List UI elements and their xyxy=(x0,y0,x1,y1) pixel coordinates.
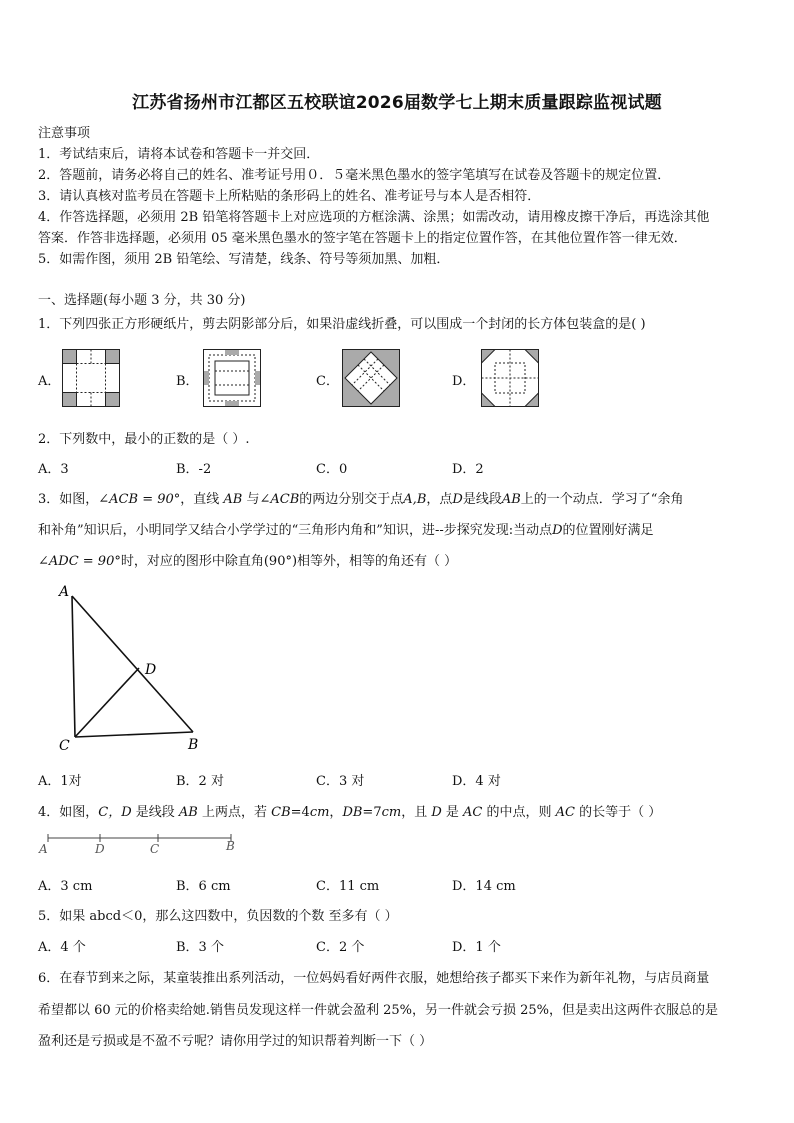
q3-option-c: C．3 对 xyxy=(316,774,365,789)
question-5-stem: 5．如果 abcd＜0，那么这四数中，负因数的个数 至多有（ ） xyxy=(38,909,398,924)
question-3-line-1: 3．如图，∠ACB = 90°，直线 AB 与∠ACB的两边分别交于点A,B，点D是线段AB上的一个动点．学习了“余角 xyxy=(38,492,684,507)
notice-item-3: 3．请认真核对监考员在答题卡上所粘贴的条形码上的姓名、准考证号与本人是否相符． xyxy=(38,189,541,204)
q4-segment-figure xyxy=(36,828,241,858)
q4-label-b: B xyxy=(226,839,235,853)
question-6-line-1: 6．在春节到来之际，某童装推出系列活动，一位妈妈看好两件衣服，她想给孩子都买下来作为新年礼物，与店员商量 xyxy=(38,971,710,986)
question-1-stem: 1．下列四张正方形硬纸片，剪去阴影部分后，如果沿虚线折叠，可以围成一个封闭的长方体包装盒的是( ) xyxy=(38,317,646,332)
notice-item-4-cont: 答案．作答非选择题，必须用 05 毫米黑色墨水的签字笔在答题卡上的指定位置作答，在其他位置作答一律无效． xyxy=(38,231,687,246)
q5-option-a: A．4 个 xyxy=(38,940,86,955)
q3-option-d: D．4 对 xyxy=(452,774,501,789)
q3-triangle-figure xyxy=(55,580,215,755)
notice-heading: 注意事项 xyxy=(38,126,91,141)
notice-item-4: 4．作答选择题，必须用 2B 铅笔将答题卡上对应选项的方框涂满、涂黑；如需改动，请用橡皮擦干净后，再选涂其他 xyxy=(38,210,710,225)
q5-option-d: D．1 个 xyxy=(452,940,501,955)
q3-label-b: B xyxy=(188,737,199,753)
q1-figure-d xyxy=(481,349,539,407)
q4-label-d: D xyxy=(95,842,105,856)
question-4-stem: 4．如图，C，D 是线段 AB 上两点，若 CB=4cm，DB=7cm，且 D 是 AC 的中点，则 AC 的长等于（ ） xyxy=(38,805,662,820)
q4-label-c: C xyxy=(150,842,160,856)
q1-option-b-label: B． xyxy=(176,374,199,389)
question-6-line-2: 希望都以 60 元的价格卖给她.销售员发现这样一件就会盈利 25%，另一件就会亏损 25%，但是卖出这两件衣服总的是 xyxy=(38,1003,718,1018)
notice-item-1: 1．考试结束后，请将本试卷和答题卡一并交回． xyxy=(38,147,320,162)
q4-option-d: D．14 cm xyxy=(452,879,516,894)
q3-label-c: C xyxy=(59,738,70,754)
q3-option-b: B．2 对 xyxy=(176,774,224,789)
notice-item-5: 5．如需作图，须用 2B 铅笔绘、写清楚，线条、符号等须加黑、加粗． xyxy=(38,252,450,267)
q1-figure-c xyxy=(342,349,400,407)
q2-option-b: B．-2 xyxy=(176,462,212,477)
q5-option-b: B．3 个 xyxy=(176,940,224,955)
q1-figure-a xyxy=(62,349,120,407)
q1-figure-b xyxy=(203,349,261,407)
q1-option-d-label: D． xyxy=(452,374,476,389)
q4-option-c: C．11 cm xyxy=(316,879,380,894)
q2-option-c: C．0 xyxy=(316,462,348,477)
q1-option-c-label: C． xyxy=(316,374,339,389)
question-3-line-2: 和补角”知识后，小明同学又结合小学学过的“三角形内角和”知识，进--步探究发现:当动点D的位置刚好满足 xyxy=(38,523,654,538)
page-title: 江苏省扬州市江都区五校联谊2026届数学七上期末质量跟踪监视试题 xyxy=(132,93,662,113)
question-2-stem: 2．下列数中，最小的正数的是（ ）. xyxy=(38,432,250,447)
notice-item-2: 2．答题前，请务必将自己的姓名、准考证号用０．５毫米黑色墨水的签字笔填写在试卷及答题卡的规定位置． xyxy=(38,168,671,183)
q4-option-b: B．6 cm xyxy=(176,879,231,894)
q4-label-a: A xyxy=(39,842,48,856)
q3-label-d: D xyxy=(145,662,157,678)
q2-option-a: A．3 xyxy=(38,462,69,477)
q3-label-a: A xyxy=(59,584,70,600)
section-heading: 一、选择题(每小题 3 分，共 30 分) xyxy=(38,293,246,308)
q1-option-a-label: A． xyxy=(38,374,61,389)
q2-option-d: D．2 xyxy=(452,462,484,477)
question-6-line-3: 盈利还是亏损或是不盈不亏呢？请你用学过的知识帮着判断一下（ ） xyxy=(38,1034,433,1049)
q5-option-c: C．2 个 xyxy=(316,940,365,955)
q4-option-a: A．3 cm xyxy=(38,879,93,894)
q3-option-a: A．1对 xyxy=(38,774,82,789)
question-3-line-3: ∠ADC = 90°时，对应的图形中除直角(90°)相等外，相等的角还有（ ） xyxy=(38,554,458,569)
